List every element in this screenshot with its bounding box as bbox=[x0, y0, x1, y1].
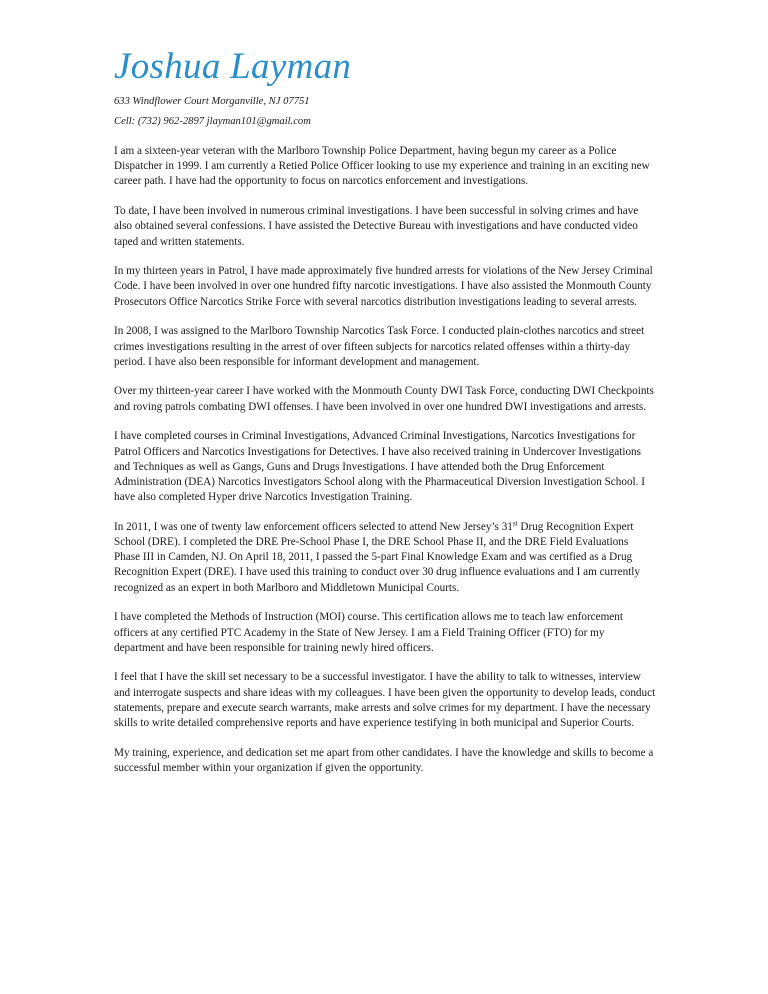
paragraph-moi: I have completed the Methods of Instruction (MOI) course. This certification allows me to teach law enforcement officers at any certified PTC Academy in the State of New Jersey. I am a Field Training Officer (FTO) for my department and have been responsible for training newly hired officers. bbox=[114, 611, 623, 654]
paragraph-dwi: Over my thirteen-year career I have worked with the Monmouth County DWI Task Force, conducting DWI Checkpoints and roving patrols combating DWI offenses. I have been involved in over one hundred DWI investigations and arrests. bbox=[114, 385, 654, 413]
contact-line: Cell: (732) 962-2897 jlayman101@gmail.com bbox=[114, 116, 311, 127]
paragraph-task-force: In 2008, I was assigned to the Marlboro Township Narcotics Task Force. I conducted plain-clothes narcotics and street crimes investigations resulting in the arrest of over fifteen subjects for narcotics related offenses within a thirty-day period. I have also been responsible for informant development and management. bbox=[114, 325, 645, 368]
letter-body bbox=[114, 144, 656, 776]
dre-text-start: In 2011, I was one of twenty law enforcement officers selected to attend New Jersey’s 31 bbox=[114, 520, 513, 533]
paragraph-patrol: In my thirteen years in Patrol, I have made approximately five hundred arrests for violations of the New Jersey Criminal Code. I have been involved in over one hundred fifty narcotic investigations. I have also assisted the Monmouth County Prosecutors Office Narcotics Strike Force with several narcotics distribution investigations leading to several arrests. bbox=[114, 265, 653, 308]
applicant-name: Joshua Layman bbox=[114, 46, 352, 87]
address-line: 633 Windflower Court Morganville, NJ 07751 bbox=[114, 96, 310, 107]
paragraph-skills: I feel that I have the skill set necessary to be a successful investigator. I have the ability to talk to witnesses, interview and interrogate suspects and share ideas with my colleagues. I have been given the opportunity to develop leads, conduct statements, prepare and execute search warrants, make arrests and solve crimes for my department. I have the necessary skills to write detailed comprehensive reports and have experience testifying in both municipal and Superior Courts. bbox=[114, 671, 656, 730]
paragraph-intro: I am a sixteen-year veteran with the Marlboro Township Police Department, having begun my career as a Police Dispatcher in 1999. I am currently a Retied Police Officer looking to use my experience and training in an exciting new career path. I have had the opportunity to focus on narcotics enforcement and investigations. bbox=[114, 145, 650, 188]
paragraph-dre bbox=[114, 520, 656, 596]
ordinal-suffix: st bbox=[512, 519, 518, 528]
paragraph-courses: I have completed courses in Criminal Investigations, Advanced Criminal Investigations, Narcotics Investigations for Patrol Officers and Narcotics Investigations for Detectives. I have also received training in Undercover Investigations and Techniques as well as Gangs, Guns and Drugs Investigations. I have attended both the Drug Enforcement Administration (DEA) Narcotics Investigators School along with the Pharmaceutical Diversion Investigation School. I have also completed Hyper drive Narcotics Investigation Training. bbox=[114, 430, 645, 504]
dre-text-end: Drug Recognition Expert School (DRE). I completed the DRE Pre-School Phase I, the DRE School Phase II, and the DRE Field Evaluations Phase III in Camden, NJ. On April 18, 2011, I passed the 5-part Final Knowledge Exam and was certified as a Drug Recognition Expert (DRE). I have used this training to conduct over 30 drug influence evaluations and I am currently recognized as an expert in both Marlboro and Middletown Municipal Courts. bbox=[114, 520, 640, 594]
paragraph-closing: My training, experience, and dedication set me apart from other candidates. I have the knowledge and skills to become a successful member within your organization if given the opportunity. bbox=[114, 746, 654, 774]
paragraph-investigations: To date, I have been involved in numerous criminal investigations. I have been successful in solving crimes and have also obtained several confessions. I have assisted the Detective Bureau with investigations and have conducted video taped and written statements. bbox=[114, 205, 639, 248]
